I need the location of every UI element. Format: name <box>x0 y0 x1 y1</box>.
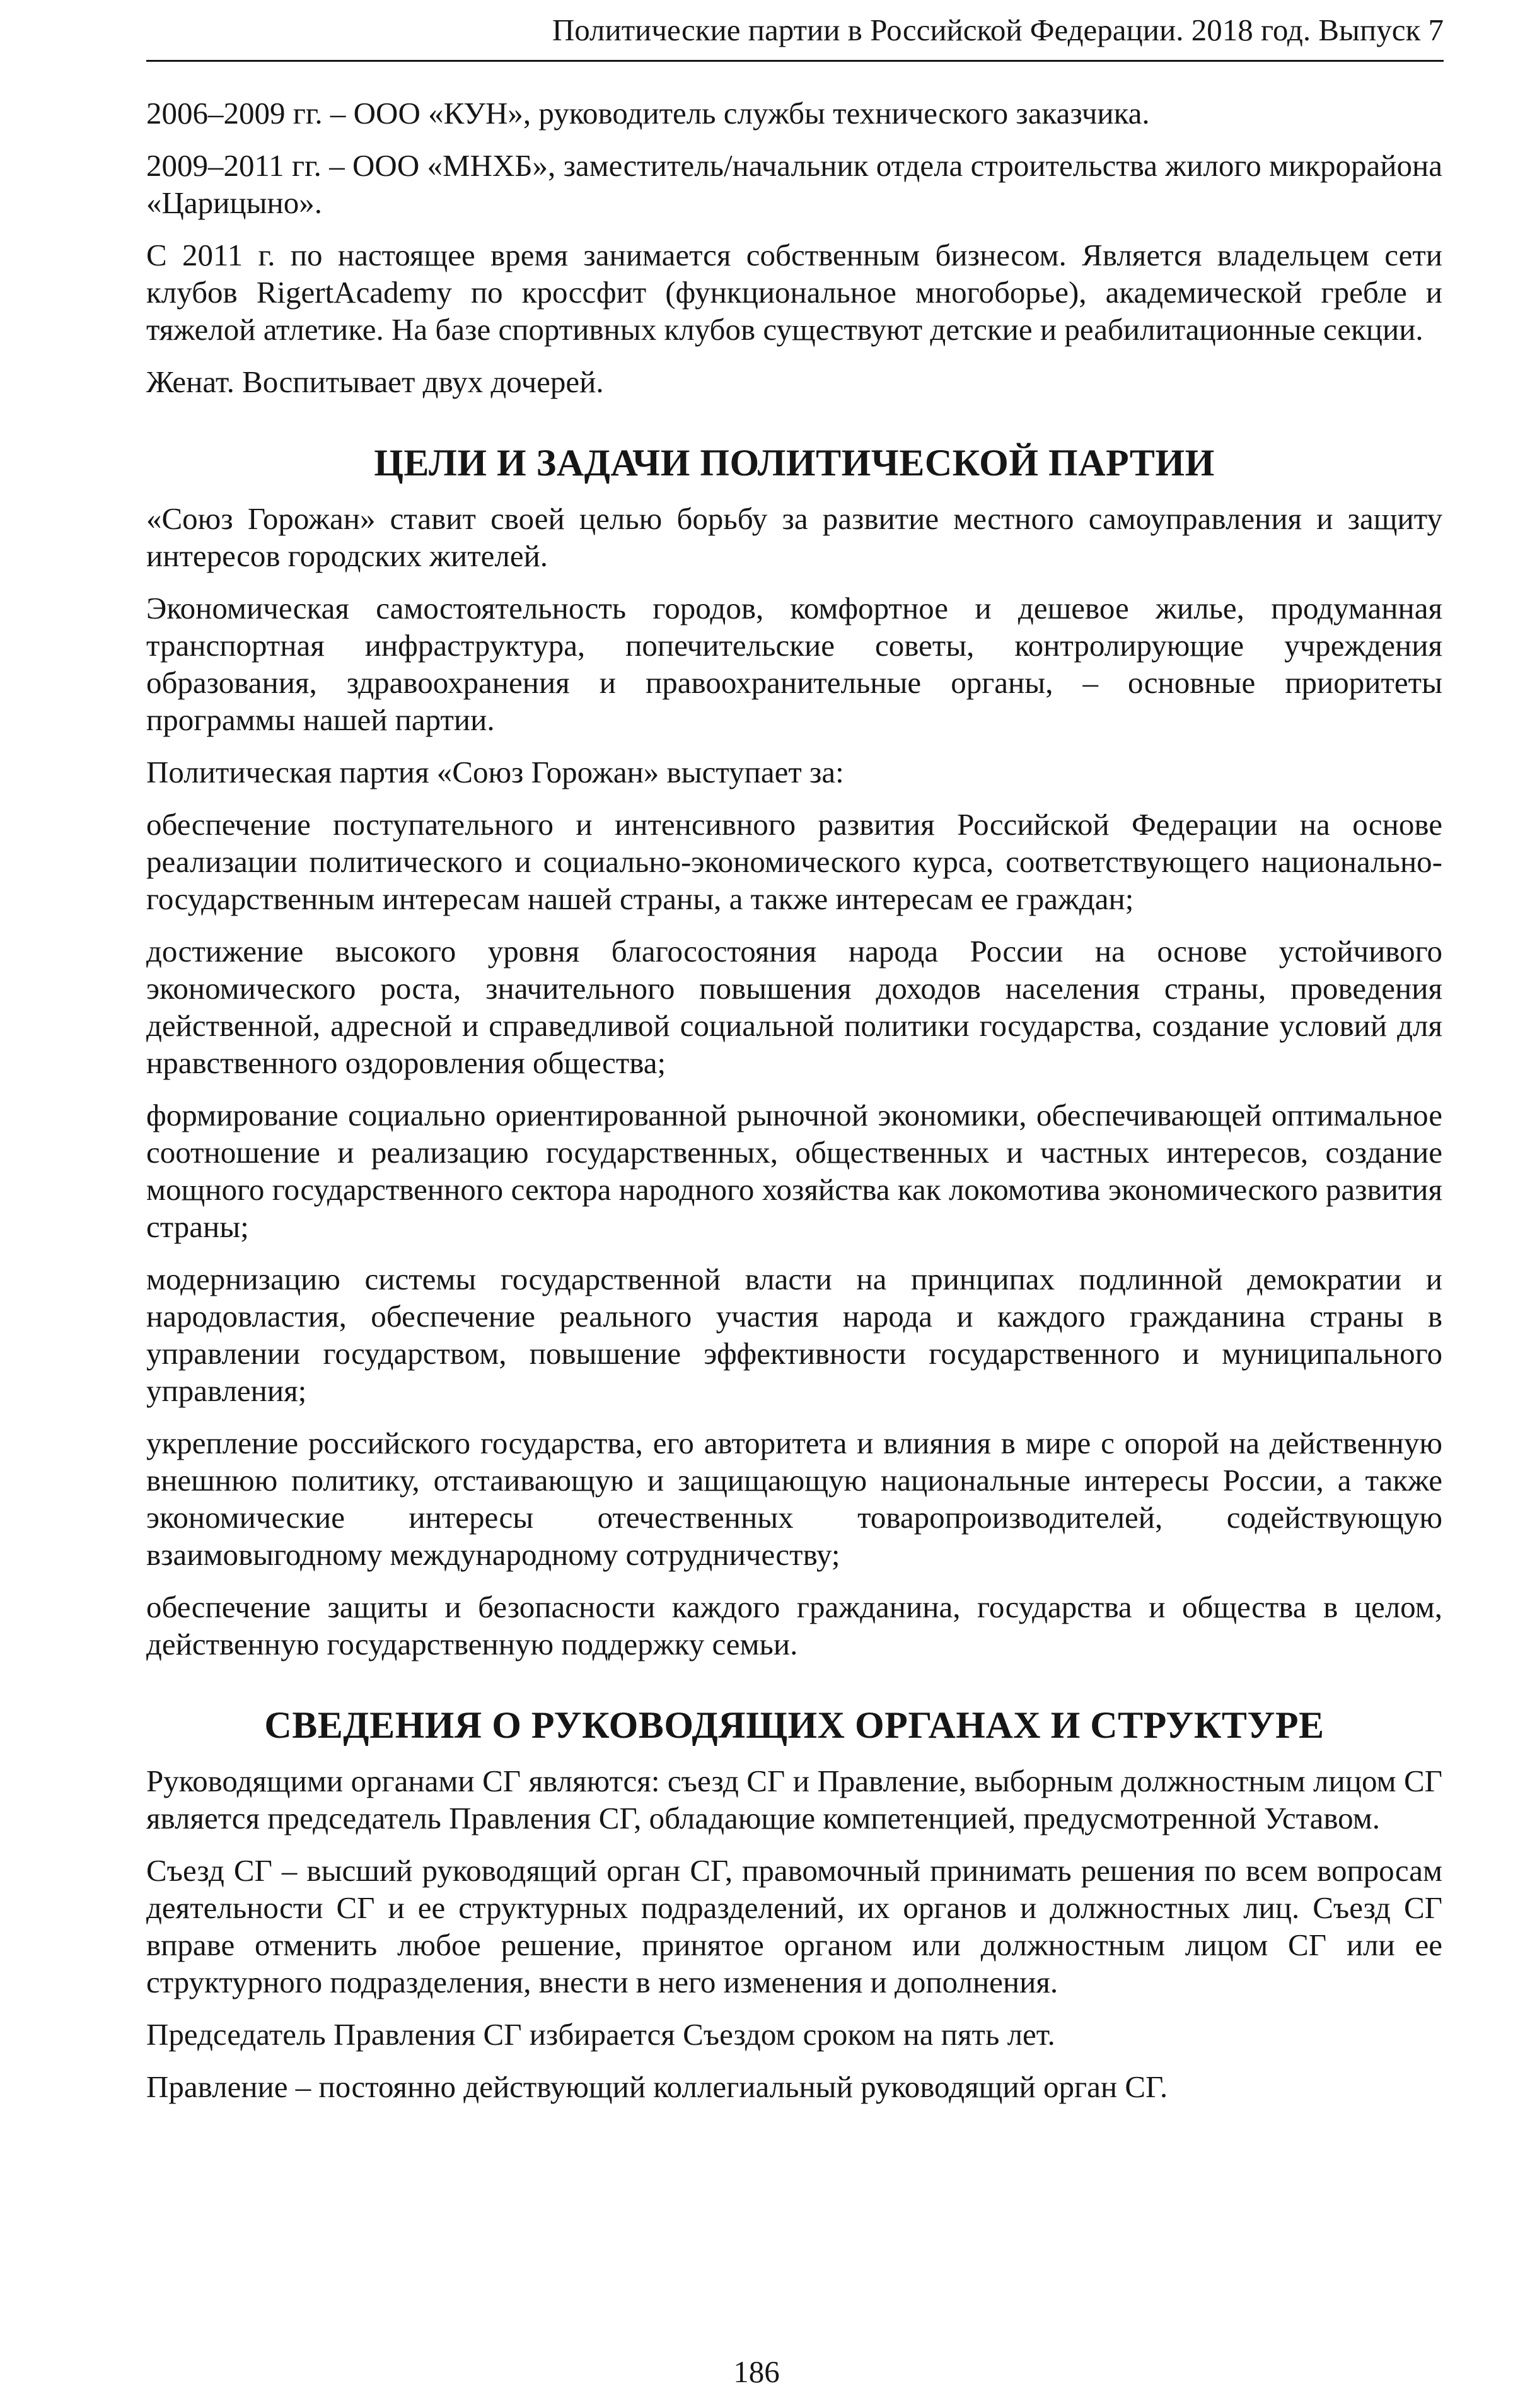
goals-list-item: укрепление российского государства, его авторитета и влияния в мире с опорой на действенную внешнюю политику, отстаивающую и защищающую национальные интересы России, а также экономические интересы отечественных товаропроизводителей, содействующую взаимовыгодному международному сотрудничеству; <box>146 1426 1442 1572</box>
goals-list-item: формирование социально ориентированной рыночной экономики, обеспечивающей оптимальное соотношение и реализацию государственных, общественных и частных интересов, создание мощного государственного сектора народного хозяйства как локомотива экономического развития страны; <box>146 1098 1442 1244</box>
goals-list-item: достижение высокого уровня благосостояния народа России на основе устойчивого экономического роста, значительного повышения доходов населения страны, проведения действенной, адресной и справедливой социальной политики государства, создание условий для нравственного оздоровления общества; <box>146 934 1442 1080</box>
section-heading-structure: СВЕДЕНИЯ О РУКОВОДЯЩИХ ОРГАНАХ И СТРУКТУРЕ <box>264 1704 1325 1746</box>
header-divider <box>146 60 1444 62</box>
structure-paragraph: Руководящими органами СГ являются: съезд СГ и Правление, выборным должностным лицом СГ является председатель Правления СГ, обладающие компетенцией, предусмотренной Уставом. <box>146 1764 1442 1835</box>
page-number: 186 <box>733 2354 780 2389</box>
goals-list-item: обеспечение поступательного и интенсивного развития Российской Федерации на основе реализации политического и социально-экономического курса, соответствующего национально-государственным интересам нашей страны, а также интересам ее граждан; <box>146 807 1442 916</box>
goals-paragraph: Политическая партия «Союз Горожан» выступает за: <box>146 755 844 789</box>
structure-paragraph: Съезд СГ – высший руководящий орган СГ, правомочный принимать решения по всем вопросам деятельности СГ и ее структурных подразделений, их органов и должностных лиц. Съезд СГ вправе отменить любое решение, принятое органом или должностным лицом СГ или ее структурного подразделения, внести в него изменения и дополнения. <box>146 1853 1442 1999</box>
section-heading-goals: ЦЕЛИ И ЗАДАЧИ ПОЛИТИЧЕСКОЙ ПАРТИИ <box>374 442 1215 484</box>
intro-paragraph: 2006–2009 гг. – ООО «КУН», руководитель службы технического заказчика. <box>146 96 1150 131</box>
goals-list-item: обеспечение защиты и безопасности каждого гражданина, государства и общества в целом, действенную государственную поддержку семьи. <box>146 1590 1442 1661</box>
structure-paragraph: Правление – постоянно действующий коллегиальный руководящий орган СГ. <box>146 2069 1168 2104</box>
goals-list-item: модернизацию системы государственной власти на принципах подлинной демократии и народовластия, обеспечение реального участия народа и каждого гражданина страны в управлении государством, повышение эффективности государственного и муниципального управления; <box>146 1262 1442 1408</box>
page-body <box>146 95 1442 2120</box>
intro-paragraph: 2009–2011 гг. – ООО «МНХБ», заместитель/начальник отдела строительства жилого микрорайона «Царицыно». <box>146 148 1442 220</box>
structure-paragraph: Председатель Правления СГ избирается Съездом сроком на пять лет. <box>146 2017 1055 2052</box>
intro-paragraph: Женат. Воспитывает двух дочерей. <box>146 364 604 399</box>
goals-paragraph: Экономическая самостоятельность городов, комфортное и дешевое жилье, продуманная транспортная инфраструктура, попечительские советы, контролирующие учреждения образования, здравоохранения и правоохранительные органы, – основные приоритеты программы нашей партии. <box>146 591 1442 737</box>
running-header: Политические партии в Российской Федерации. 2018 год. Выпуск 7 <box>552 13 1444 47</box>
goals-paragraph: «Союз Горожан» ставит своей целью борьбу за развитие местного самоуправления и защиту интересов городских жителей. <box>146 501 1442 573</box>
intro-paragraph: С 2011 г. по настоящее время занимается собственным бизнесом. Является владельцем сети клубов RigertAcademy по кроссфит (функциональное многоборье), академической гребле и тяжелой атлетике. На базе спортивных клубов существуют детские и реабилитационные секции. <box>146 238 1442 347</box>
